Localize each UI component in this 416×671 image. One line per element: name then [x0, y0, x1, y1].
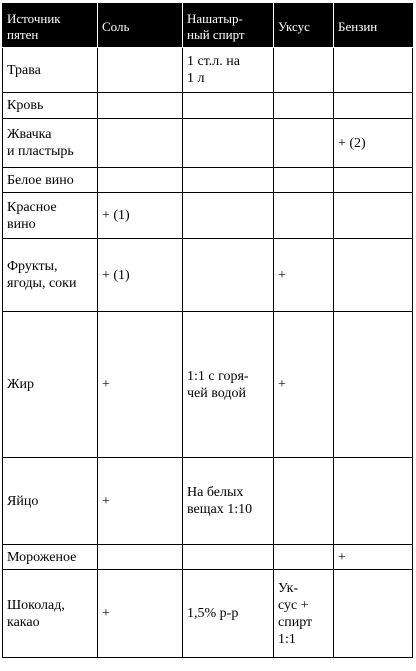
cell-vinegar: + [274, 239, 334, 312]
cell-vinegar [274, 458, 334, 545]
cell-gasoline [334, 193, 413, 239]
stain-removal-table [2, 3, 413, 658]
cell-stain: Трава [3, 48, 98, 93]
table-row [3, 570, 413, 658]
cell-vinegar [274, 193, 334, 239]
cell-stain: Жвачка и пластырь [3, 119, 98, 168]
cell-salt [98, 93, 183, 119]
cell-ammonia: 1:1 с горя- чей водой [183, 312, 274, 458]
cell-ammonia [183, 239, 274, 312]
cell-gasoline [334, 570, 413, 658]
cell-gasoline [334, 458, 413, 545]
cell-salt: + [98, 458, 183, 545]
cell-salt: + (1) [98, 193, 183, 239]
cell-vinegar: + [274, 312, 334, 458]
table-row [3, 193, 413, 239]
table-header-row [3, 4, 413, 48]
cell-ammonia: 1,5% р-р [183, 570, 274, 658]
cell-vinegar [274, 168, 334, 193]
cell-ammonia [183, 168, 274, 193]
table-row [3, 168, 413, 193]
table-row [3, 545, 413, 570]
cell-stain: Кровь [3, 93, 98, 119]
cell-ammonia [183, 193, 274, 239]
cell-ammonia [183, 119, 274, 168]
cell-salt: + [98, 570, 183, 658]
cell-salt: + [98, 312, 183, 458]
header-gasoline: Бензин [334, 4, 413, 48]
cell-ammonia [183, 93, 274, 119]
cell-gasoline [334, 239, 413, 312]
cell-vinegar [274, 119, 334, 168]
cell-ammonia: На белых вещах 1:10 [183, 458, 274, 545]
cell-gasoline [334, 312, 413, 458]
cell-stain: Жир [3, 312, 98, 458]
cell-ammonia [183, 545, 274, 570]
cell-stain: Мороженое [3, 545, 98, 570]
cell-stain: Шоколад, какао [3, 570, 98, 658]
cell-vinegar: Ук- сус + спирт 1:1 [274, 570, 334, 658]
cell-gasoline: + [334, 545, 413, 570]
table-row [3, 312, 413, 458]
cell-stain: Белое вино [3, 168, 98, 193]
cell-gasoline: + (2) [334, 119, 413, 168]
cell-vinegar [274, 93, 334, 119]
cell-salt [98, 168, 183, 193]
cell-ammonia: 1 ст.л. на 1 л [183, 48, 274, 93]
table-row [3, 93, 413, 119]
table-row [3, 239, 413, 312]
cell-stain: Красное вино [3, 193, 98, 239]
cell-gasoline [334, 48, 413, 93]
table-row [3, 458, 413, 545]
cell-salt [98, 48, 183, 93]
cell-stain: Фрукты, ягоды, соки [3, 239, 98, 312]
table-row [3, 48, 413, 93]
header-stain-source: Источник пятен [3, 4, 98, 48]
table-row [3, 119, 413, 168]
cell-salt: + (1) [98, 239, 183, 312]
cell-gasoline [334, 168, 413, 193]
cell-stain: Яйцо [3, 458, 98, 545]
cell-vinegar [274, 48, 334, 93]
header-ammonia: Нашатыр- ный спирт [183, 4, 274, 48]
cell-vinegar [274, 545, 334, 570]
header-vinegar: Уксус [274, 4, 334, 48]
header-salt: Соль [98, 4, 183, 48]
cell-gasoline [334, 93, 413, 119]
cell-salt [98, 119, 183, 168]
cell-salt [98, 545, 183, 570]
